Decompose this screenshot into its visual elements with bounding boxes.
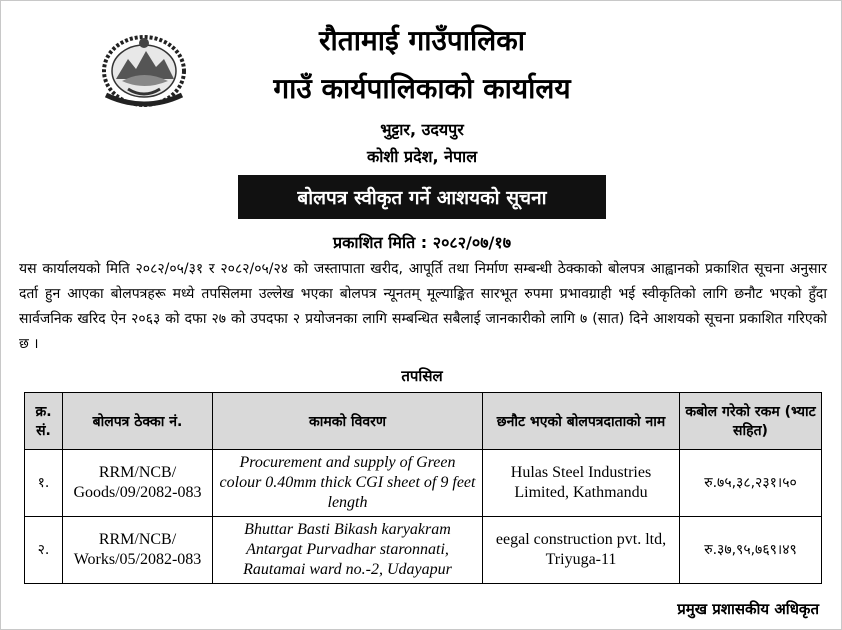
address-line-2: कोशी प्रदेश, नेपाल xyxy=(366,147,478,166)
table-row xyxy=(25,450,822,517)
row-contract-no: RRM/NCB/ Works/05/2082-083 xyxy=(63,517,213,584)
row-amount: रु.७५,३८,२३१।५० xyxy=(680,450,822,517)
header-amount: कबोल गरेको रकम (भ्याट सहित) xyxy=(680,393,822,450)
published-date-line xyxy=(1,231,842,253)
row-sn: १. xyxy=(25,450,63,517)
row-description: Procurement and supply of Green colour 0.40mm thick CGI sheet of 9 feet length xyxy=(213,450,483,517)
row-amount: रु.३७,९५,७६९।४९ xyxy=(680,517,822,584)
published-label: प्रकाशित मिति : xyxy=(332,233,428,252)
signatory: प्रमुख प्रशासकीय अधिकृत xyxy=(677,600,819,618)
org-name: रौतामाई गाउँपालिका xyxy=(319,24,525,57)
header-sn: क्र. सं. xyxy=(25,393,63,450)
row-bidder: eegal construction pvt. ltd, Triyuga-11 xyxy=(483,517,680,584)
row-bidder: Hulas Steel Industries Limited, Kathmandu xyxy=(483,450,680,517)
table-header-row xyxy=(25,393,822,450)
schedule-label: तपसिल xyxy=(401,367,443,385)
row-sn: २. xyxy=(25,517,63,584)
notice-title: बोलपत्र स्वीकृत गर्ने आशयको सूचना xyxy=(238,175,606,219)
published-date: २०८२/०७/१७ xyxy=(432,233,512,252)
table-row xyxy=(25,517,822,584)
header-bidder: छनौट भएको बोलपत्रदाताको नाम xyxy=(483,393,680,450)
header-contract-no: बोलपत्र ठेक्का नं. xyxy=(63,393,213,450)
bid-table xyxy=(24,392,822,584)
address-line-1: भुट्टार, उदयपुर xyxy=(380,120,464,139)
row-contract-no: RRM/NCB/ Goods/09/2082-083 xyxy=(63,450,213,517)
notice-body: यस कार्यालयको मिति २०८२/०५/३१ र २०८२/०५/२४ को जस्तापाता खरीद, आपूर्ति तथा निर्माण सम्बन्धी ठेक्काको बोलपत्र आह्वानको प्रकाशित सूचना अनुसार दर्ता हुन आएका बोलपत्रहरू मध्ये तपसिलमा उल्लेख भएका बोलपत्र न्यूनतम् मूल्याङ्कित सारभूत रुपमा प्रभावग्राही भई स्वीकृतिको लागि छनौट भएको हुँदा सार्वजनिक खरिद ऐन २०६३ को दफा २७ को उपदफा २ प्रयोजनका लागि सम्बन्धित सबैलाई जानकारीको लागि ७ (सात) दिने आशयको सूचना प्रकाशित गरिएको छ । xyxy=(19,261,827,352)
row-description: Bhuttar Basti Bikash karyakram Antargat Purvadhar staronnati, Rautamai ward no.-2, Udayapur xyxy=(213,517,483,584)
header-description: कामको विवरण xyxy=(213,393,483,450)
office-name: गाउँ कार्यपालिकाको कार्यालय xyxy=(273,72,571,105)
